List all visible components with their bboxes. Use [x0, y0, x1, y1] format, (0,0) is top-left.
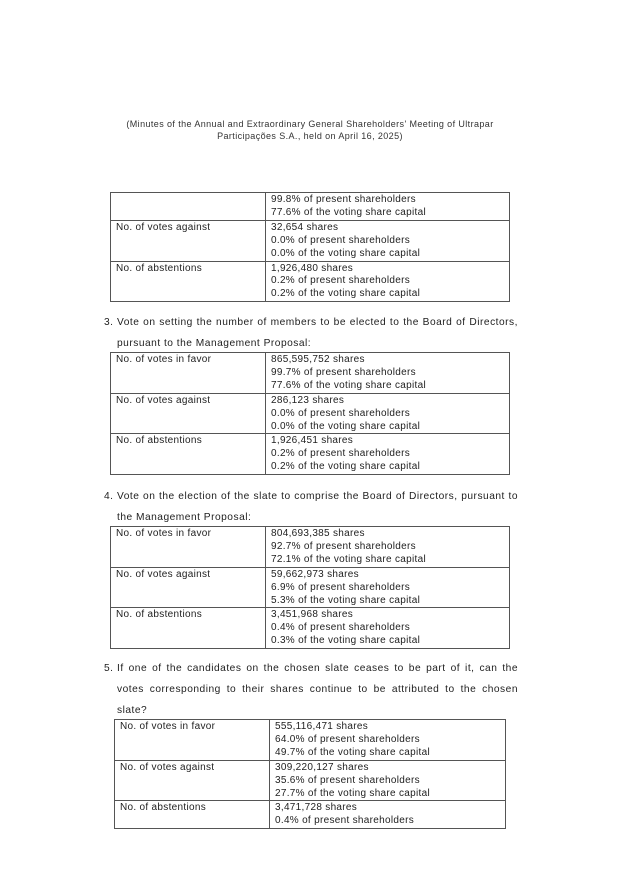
table-row — [115, 720, 506, 761]
value-line: 5.3% of the voting share capital — [271, 594, 421, 606]
value-line: 0.2% of present shareholders — [271, 448, 411, 460]
table-row — [115, 801, 506, 829]
value-line: 309,220,127 shares — [275, 761, 369, 773]
row-label: No. of votes against — [111, 393, 266, 434]
vote-table-continued — [110, 192, 510, 302]
value-line: 3,471,728 shares — [275, 802, 358, 814]
value-line: 0.0% of present shareholders — [271, 407, 411, 419]
table-row — [111, 434, 510, 475]
value-line: 32,654 shares — [271, 221, 339, 233]
table-row — [115, 760, 506, 801]
item-text: Vote on setting the number of members to be elected to the Board of Directors, pursuant to the Management Proposal: — [117, 317, 518, 349]
row-values — [270, 801, 506, 829]
table-row — [111, 193, 510, 221]
value-line: 35.6% of present shareholders — [275, 774, 420, 786]
row-values — [266, 567, 510, 608]
value-line: 77.6% of the voting share capital — [271, 206, 426, 218]
table-row — [111, 567, 510, 608]
row-label: No. of votes in favor — [111, 527, 266, 568]
value-line: 0.2% of present shareholders — [271, 275, 411, 287]
agenda-item-5 — [104, 658, 518, 721]
value-line: 804,693,385 shares — [271, 528, 365, 539]
header-line-1: (Minutes of the Annual and Extraordinary General Shareholders' Meeting of Ultrapar — [126, 119, 494, 129]
row-values — [266, 220, 510, 261]
value-line: 0.3% of the voting share capital — [271, 635, 421, 647]
value-line: 286,123 shares — [271, 394, 345, 406]
row-label: No. of votes against — [111, 220, 266, 261]
row-label: No. of votes against — [115, 760, 270, 801]
row-values — [266, 434, 510, 475]
row-label: No. of votes in favor — [111, 353, 266, 394]
value-line: 555,116,471 shares — [275, 721, 369, 732]
value-line: 27.7% of the voting share capital — [275, 787, 430, 799]
row-label: No. of abstentions — [111, 434, 266, 475]
value-line: 99.8% of present shareholders — [271, 194, 416, 205]
value-line: 99.7% of present shareholders — [271, 366, 416, 378]
item-text: Vote on the election of the slate to comprise the Board of Directors, pursuant to the Management Proposal: — [117, 491, 518, 523]
item-number: 3. — [104, 317, 114, 328]
value-line: 6.9% of present shareholders — [271, 581, 411, 593]
value-line: 1,926,480 shares — [271, 262, 354, 274]
vote-table-item-3 — [110, 352, 510, 475]
table-row — [111, 393, 510, 434]
row-values — [266, 393, 510, 434]
value-line: 0.4% of present shareholders — [271, 622, 411, 634]
value-line: 0.4% of present shareholders — [275, 815, 415, 827]
item-text: If one of the candidates on the chosen slate ceases to be part of it, can the votes corresponding to their shares continue to be attributed to the chosen slate? — [117, 663, 518, 716]
row-values — [266, 193, 510, 221]
value-line: 59,662,973 shares — [271, 568, 359, 580]
header-line-2: Participações S.A., held on April 16, 2025) — [217, 131, 403, 141]
row-values — [266, 353, 510, 394]
row-label: No. of votes against — [111, 567, 266, 608]
table-row — [111, 608, 510, 649]
value-line: 865,595,752 shares — [271, 354, 365, 365]
row-values — [266, 527, 510, 568]
item-number: 4. — [104, 491, 114, 502]
value-line: 49.7% of the voting share capital — [275, 746, 430, 758]
row-values — [266, 608, 510, 649]
value-line: 72.1% of the voting share capital — [271, 553, 426, 565]
item-number: 5. — [104, 663, 114, 674]
table-row — [111, 527, 510, 568]
value-line: 0.0% of the voting share capital — [271, 420, 421, 432]
table-row — [111, 220, 510, 261]
value-line: 92.7% of present shareholders — [271, 540, 416, 552]
row-label: No. of abstentions — [115, 801, 270, 829]
vote-table-item-5 — [114, 719, 506, 829]
value-line: 3,451,968 shares — [271, 609, 354, 621]
table-row — [111, 353, 510, 394]
value-line: 64.0% of present shareholders — [275, 733, 420, 745]
value-line: 1,926,451 shares — [271, 435, 354, 447]
agenda-item-3 — [104, 312, 518, 354]
value-line: 0.0% of the voting share capital — [271, 247, 421, 259]
row-label: No. of votes in favor — [115, 720, 270, 761]
value-line: 0.0% of present shareholders — [271, 234, 411, 246]
row-label: No. of abstentions — [111, 261, 266, 302]
row-label — [111, 193, 266, 221]
agenda-item-4 — [104, 486, 518, 528]
value-line: 77.6% of the voting share capital — [271, 379, 426, 391]
value-line: 0.2% of the voting share capital — [271, 461, 421, 473]
document-header — [0, 118, 620, 142]
row-values — [266, 261, 510, 302]
table-row — [111, 261, 510, 302]
vote-table-item-4 — [110, 526, 510, 649]
row-values — [270, 720, 506, 761]
row-label: No. of abstentions — [111, 608, 266, 649]
row-values — [270, 760, 506, 801]
value-line: 0.2% of the voting share capital — [271, 288, 421, 300]
